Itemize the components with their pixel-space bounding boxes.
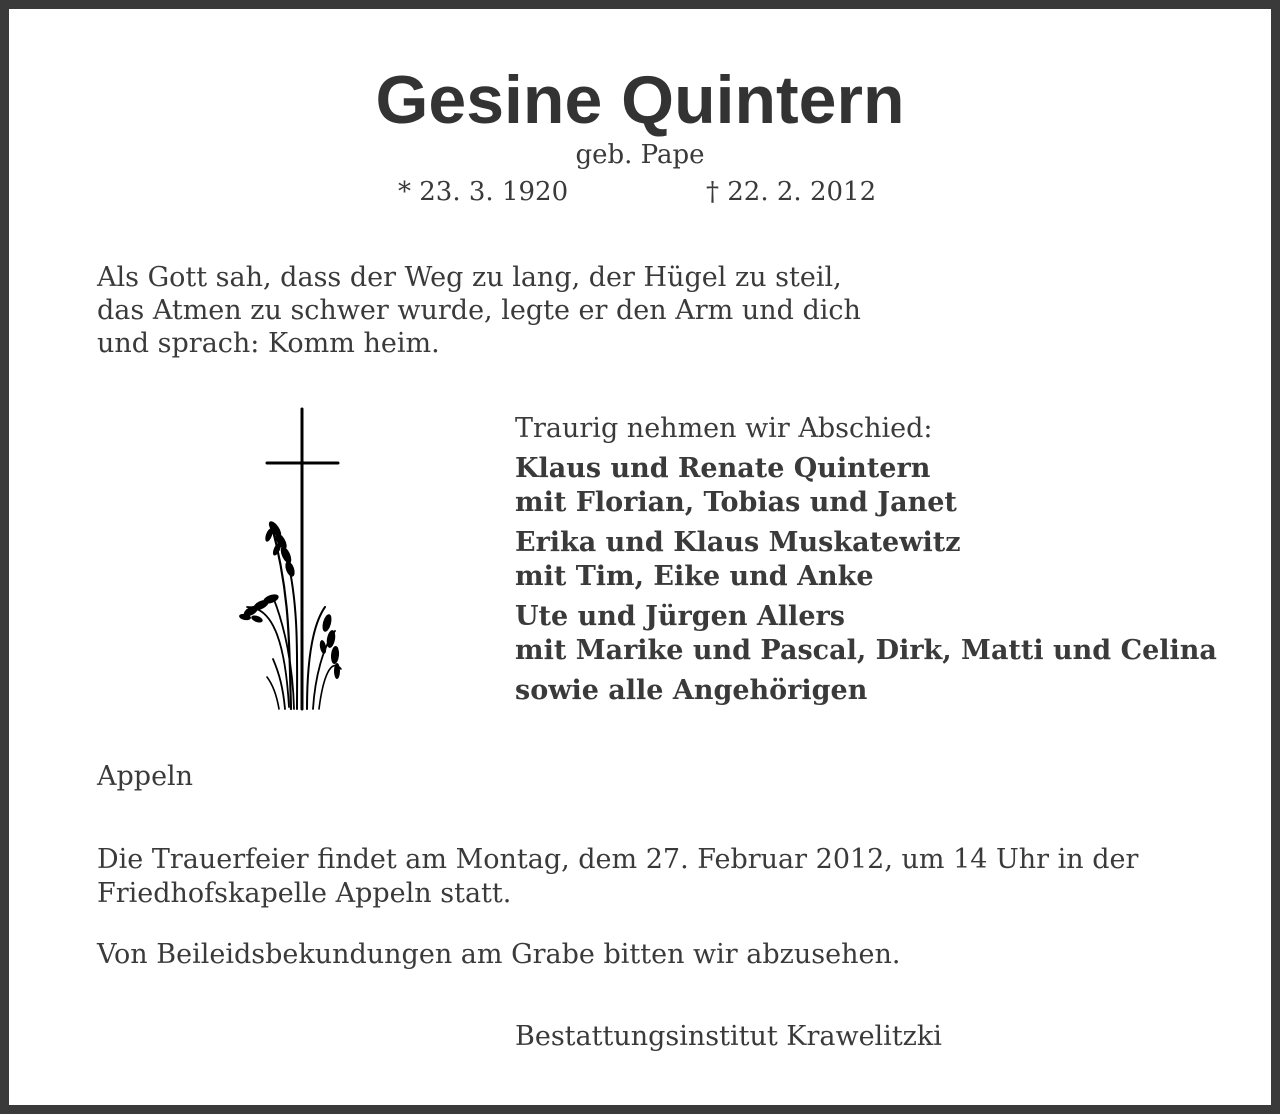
- ceremony-line: Friedhofskapelle Appeln statt.: [97, 878, 512, 909]
- funeral-home: Bestattungsinstitut Krawelitzki: [515, 1021, 942, 1052]
- mourner-line: mit Tim, Eike und Anke: [515, 561, 874, 592]
- farewell-intro: Traurig nehmen wir Abschied:: [515, 413, 933, 444]
- ceremony-line: Die Trauerfeier findet am Montag, dem 27. Februar 2012, um 14 Uhr in der: [97, 844, 1139, 875]
- funeral-ceremony-info: [97, 843, 1138, 911]
- mourners-list: [515, 412, 1217, 714]
- mourner-group: [515, 674, 1217, 708]
- birth-date: * 23. 3. 1920: [398, 177, 569, 207]
- mourner-group: [515, 600, 1217, 668]
- verse-line: und sprach: Komm heim.: [97, 328, 440, 359]
- verse-line: das Atmen zu schwer wurde, legte er den Arm und dich: [97, 295, 861, 326]
- deceased-name: Gesine Quintern: [375, 62, 905, 138]
- mourner-line: Erika und Klaus Muskatewitz: [515, 527, 961, 558]
- mourner-line: Klaus und Renate Quintern: [515, 453, 931, 484]
- mourner-group: [515, 452, 1217, 520]
- condolence-request: Von Beileidsbekundungen am Grabe bitten wir abzusehen.: [97, 939, 901, 970]
- verse-line: Als Gott sah, dass der Weg zu lang, der Hügel zu steil,: [97, 262, 842, 293]
- memorial-verse: [97, 261, 861, 360]
- death-date: † 22. 2. 2012: [706, 177, 877, 207]
- cross-with-wheat-icon: [231, 407, 361, 713]
- location: Appeln: [97, 761, 194, 792]
- mourner-group: [515, 526, 1217, 594]
- mourner-line: mit Florian, Tobias und Janet: [515, 487, 957, 518]
- obituary-notice: [9, 9, 1271, 1105]
- mourner-line: mit Marike und Pascal, Dirk, Matti und Celina: [515, 635, 1217, 666]
- mourner-line: sowie alle Angehörigen: [515, 675, 868, 706]
- mourner-line: Ute und Jürgen Allers: [515, 601, 845, 632]
- maiden-name: geb. Pape: [575, 140, 705, 170]
